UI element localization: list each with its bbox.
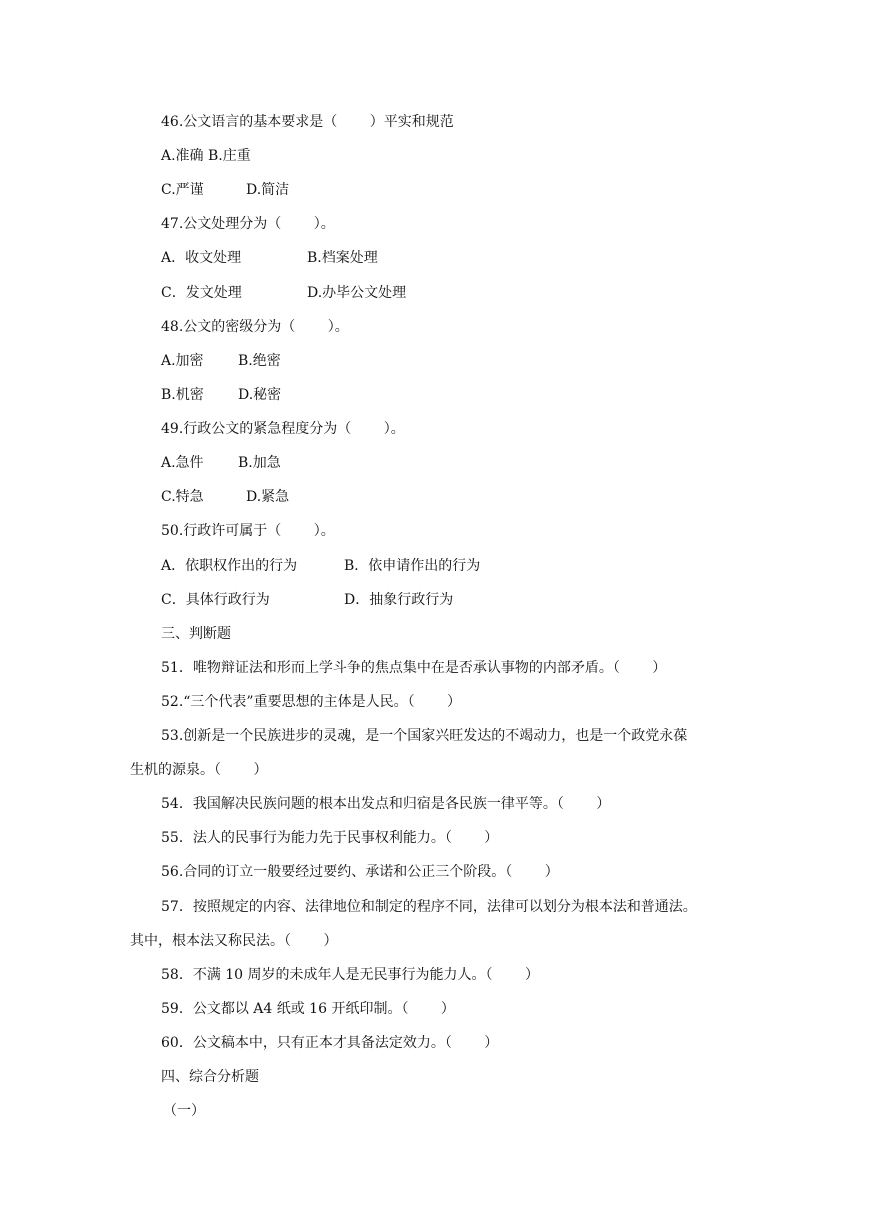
q57-stem-line2: 其中，根本法又称民法。（ ） [130,933,338,949]
q47-option-b: B.档案处理 [307,250,378,266]
q50-option-d: D．抽象行政行为 [344,592,454,608]
q50-option-c: C．具体行政行为 [161,592,270,608]
q50-option-b: B．依申请作出的行为 [344,558,481,574]
section-heading-analysis: 四、综合分析题 [161,1069,259,1085]
q51-stem: 51．唯物辩证法和形而上学斗争的焦点集中在是否承认事物的内部矛盾。（ ） [161,660,667,676]
q56-stem: 56.合同的订立一般要经过要约、承诺和公正三个阶段。（ ） [161,864,559,880]
q47-option-c: C．发文处理 [161,285,242,301]
q47-stem: 47.公文处理分为（ ）。 [161,216,335,232]
q47-option-d: D.办毕公文处理 [307,285,407,301]
q48-option-c: B.机密 [161,387,204,403]
q46-option-d: D.简洁 [246,182,290,198]
q49-option-c: C.特急 [161,489,204,505]
q49-stem: 49.行政公文的紧急程度分为（ ）。 [161,421,405,437]
q53-stem-line1: 53.创新是一个民族进步的灵魂，是一个国家兴旺发达的不竭动力，也是一个政党永葆 [161,728,688,744]
q58-stem: 58．不满 10 周岁的未成年人是无民事行为能力人。（ ） [161,967,539,983]
q48-stem: 48.公文的密级分为（ ）。 [161,319,349,335]
q49-option-b: B.加急 [238,455,281,471]
subsection-marker: （一） [163,1103,205,1119]
q48-option-a: A.加密 [161,353,204,369]
q60-stem: 60．公文稿本中，只有正本才具备法定效力。（ ） [161,1035,499,1051]
q46-option-c: C.严谨 [161,182,204,198]
q49-option-a: A.急件 [161,455,204,471]
q54-stem: 54．我国解决民族问题的根本出发点和归宿是各民族一律平等。（ ） [161,796,611,812]
q49-option-d: D.紧急 [246,489,290,505]
q53-stem-line2: 生机的源泉。（ ） [130,762,268,778]
q46-stem: 46.公文语言的基本要求是（ ）平实和规范 [161,114,454,130]
section-heading-true-false: 三、判断题 [161,626,231,642]
q55-stem: 55．法人的民事行为能力先于民事权利能力。（ ） [161,830,499,846]
q59-stem: 59．公文都以 A4 纸或 16 开纸印制。（ ） [161,1001,455,1017]
q57-stem-line1: 57．按照规定的内容、法律地位和制定的程序不同，法律可以划分为根本法和普通法。 [161,899,697,915]
q48-option-b: B.绝密 [238,353,281,369]
q50-stem: 50.行政许可属于（ ）。 [161,523,335,539]
q46-options-ab: A.准确 B.庄重 [161,148,251,164]
q52-stem: 52.“三个代表”重要思想的主体是人民。（ ） [161,694,462,710]
q50-option-a: A．依职权作出的行为 [161,558,298,574]
q48-option-d: D.秘密 [238,387,282,403]
q47-option-a: A．收文处理 [161,250,242,266]
